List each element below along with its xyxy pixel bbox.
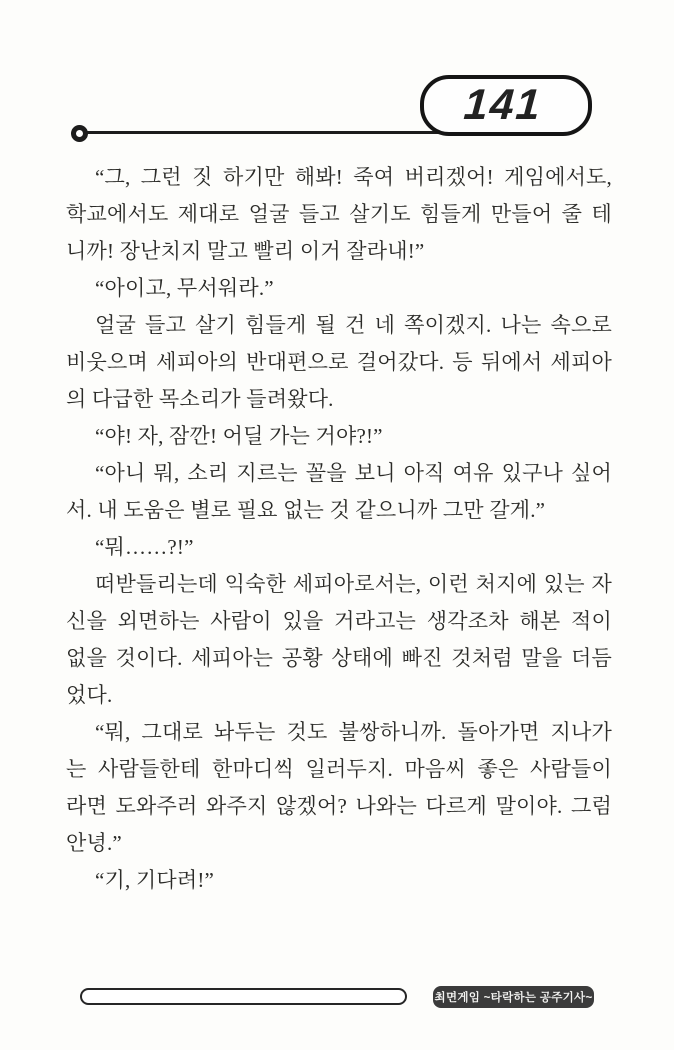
book-title: 최면게임 ~타락하는 공주기사~	[434, 992, 593, 1004]
text-line: “아이고, 무서워라.”	[95, 276, 274, 300]
ring-ornament-icon	[71, 125, 88, 142]
text-line: 는 사람들한테 한마디씩 일러두지. 마음씨 좋은 사람들이	[66, 757, 612, 781]
text-line: “그, 그런 짓 하기만 해봐! 죽여 버리겠어! 게임에서도,	[95, 165, 612, 189]
book-title-badge	[433, 986, 594, 1008]
text-line: 학교에서도 제대로 얼굴 들고 살기도 힘들게 만들어 줄 테	[66, 202, 612, 226]
text-line: 비웃으며 세피아의 반대편으로 걸어갔다. 등 뒤에서 세피아	[66, 350, 612, 374]
text-line: “기, 기다려!”	[95, 868, 215, 892]
text-line: 얼굴 들고 살기 힘들게 될 건 네 쪽이겠지. 나는 속으로	[95, 313, 612, 337]
text-line: 의 다급한 목소리가 들려왔다.	[66, 387, 334, 411]
footer-rule-ornament	[80, 988, 407, 1005]
text-line: 서. 내 도움은 별로 필요 없는 것 같으니까 그만 갈게.”	[66, 498, 546, 522]
text-line: 떠받들리는데 익숙한 세피아로서는, 이런 처지에 있는 자	[95, 572, 612, 596]
body-text	[66, 159, 612, 899]
text-line: 없을 것이다. 세피아는 공황 상태에 빠진 것처럼 말을 더듬	[66, 646, 612, 670]
header-rule	[80, 131, 448, 134]
text-line: “야! 자, 잠깐! 어딜 가는 거야?!”	[95, 424, 383, 448]
text-line: “아니 뭐, 소리 지르는 꼴을 보니 아직 여유 있구나 싶어	[95, 461, 612, 485]
text-line: “뭐……?!”	[95, 535, 194, 559]
text-line: 라면 도와주러 와주지 않겠어? 나와는 다르게 말이야. 그럼	[66, 794, 612, 818]
text-line: 신을 외면하는 사람이 있을 거라고는 생각조차 해본 적이	[66, 609, 612, 633]
text-line: 안녕.”	[66, 831, 122, 855]
text-line: 니까! 장난치지 말고 빨리 이거 잘라내!”	[66, 239, 425, 263]
page-number: 141	[462, 81, 544, 129]
page-number-badge	[420, 75, 592, 136]
text-line: 었다.	[66, 683, 113, 707]
text-line: “뭐, 그대로 놔두는 것도 불쌍하니까. 돌아가면 지나가	[95, 720, 612, 744]
